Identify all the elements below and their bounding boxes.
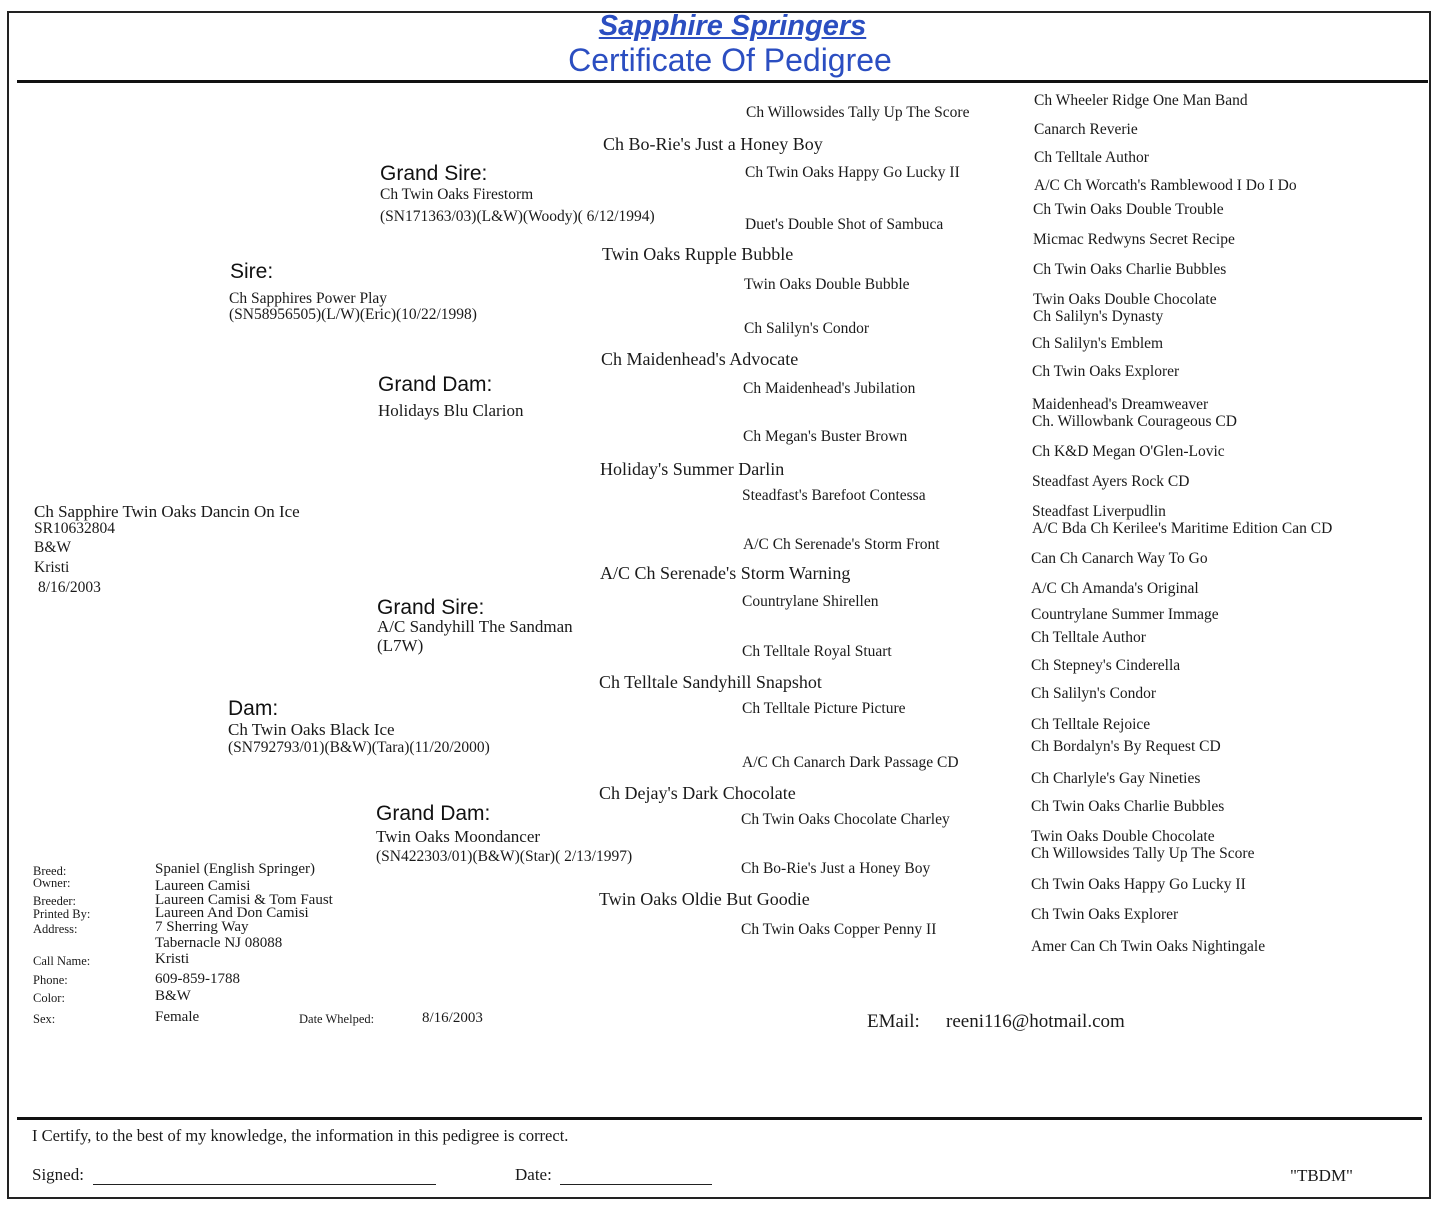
subject-dob: 8/16/2003 <box>38 579 101 596</box>
gen5-ancestor: Twin Oaks Double Chocolate <box>1033 291 1217 308</box>
gen5-ancestor: Ch Twin Oaks Happy Go Lucky II <box>1031 876 1246 893</box>
kennel-name: Sapphire Springers <box>598 10 867 42</box>
gen4-ancestor: Duet's Double Shot of Sambuca <box>745 216 944 233</box>
gen4-ancestor: Twin Oaks Double Bubble <box>744 276 910 293</box>
address-line1: 7 Sherring Way <box>155 919 249 935</box>
gen3-ancestor: Holiday's Summer Darlin <box>600 459 785 479</box>
gen5-ancestor: Ch. Willowbank Courageous CD <box>1032 413 1237 430</box>
dam-details: (SN792793/01)(B&W)(Tara)(11/20/2000) <box>228 739 490 756</box>
phone-value: 609-859-1788 <box>155 971 240 987</box>
sire-details: (SN58956505)(L/W)(Eric)(10/22/1998) <box>229 306 477 323</box>
footer-divider <box>17 1117 1422 1120</box>
sire-grand-sire-label: Grand Sire: <box>380 162 488 185</box>
gen4-ancestor: A/C Ch Serenade's Storm Front <box>743 536 940 553</box>
phone-label: Phone: <box>33 973 68 987</box>
gen4-ancestor: Steadfast's Barefoot Contessa <box>742 487 926 504</box>
gen5-ancestor: Ch Twin Oaks Charlie Bubbles <box>1033 261 1227 278</box>
gen5-ancestor: Ch Telltale Rejoice <box>1031 716 1151 733</box>
date-whelped-value: 8/16/2003 <box>422 1010 483 1026</box>
gen3-ancestor: Ch Bo-Rie's Just a Honey Boy <box>603 134 823 154</box>
dam-grand-sire-name: A/C Sandyhill The Sandman <box>377 617 573 636</box>
gen5-ancestor: A/C Ch Worcath's Ramblewood I Do I Do <box>1034 177 1297 194</box>
gen4-ancestor: Ch Megan's Buster Brown <box>743 428 908 445</box>
gen5-ancestor: Ch Bordalyn's By Request CD <box>1031 738 1221 755</box>
gen4-ancestor: Ch Twin Oaks Happy Go Lucky II <box>745 164 960 181</box>
gen5-ancestor: Amer Can Ch Twin Oaks Nightingale <box>1031 938 1266 955</box>
sire-grand-sire-name: Ch Twin Oaks Firestorm <box>380 186 534 203</box>
subject-call-name: Kristi <box>34 559 70 576</box>
email-value[interactable]: reeni116@hotmail.com <box>946 1011 1125 1032</box>
dam-grand-sire-details: (L7W) <box>377 636 424 655</box>
color-label: Color: <box>33 991 65 1005</box>
call-name-value: Kristi <box>155 951 190 967</box>
gen5-ancestor: Ch Twin Oaks Charlie Bubbles <box>1031 798 1225 815</box>
breeder-value: Laureen Camisi & Tom Faust <box>155 892 333 908</box>
owner-value: Laureen Camisi <box>155 878 251 894</box>
gen5-ancestor: A/C Ch Amanda's Original <box>1031 580 1199 597</box>
gen5-ancestor: Ch Salilyn's Dynasty <box>1033 308 1164 325</box>
gen5-ancestor: A/C Bda Ch Kerilee's Maritime Edition Can CD <box>1032 520 1333 537</box>
document-title: Certificate Of Pedigree <box>568 42 892 78</box>
breed-label: Breed: <box>33 864 67 878</box>
gen4-ancestor: Ch Maidenhead's Jubilation <box>743 380 916 397</box>
date-line <box>560 1184 712 1185</box>
gen4-ancestor: Ch Telltale Royal Stuart <box>742 643 892 660</box>
sex-value: Female <box>155 1009 200 1025</box>
owner-label: Owner: <box>33 876 71 890</box>
gen5-ancestor: Ch Twin Oaks Double Trouble <box>1033 201 1224 218</box>
gen3-ancestor: A/C Ch Serenade's Storm Warning <box>600 563 851 583</box>
gen5-ancestor: Ch Twin Oaks Explorer <box>1032 363 1180 380</box>
date-label: Date: <box>515 1165 552 1184</box>
address-line2: Tabernacle NJ 08088 <box>155 935 283 951</box>
signed-label: Signed: <box>32 1165 84 1184</box>
footer-code: "TBDM" <box>1290 1166 1353 1185</box>
sire-name: Ch Sapphires Power Play <box>229 290 388 307</box>
gen5-ancestor: Ch Telltale Author <box>1031 629 1146 646</box>
sire-grand-dam-name: Holidays Blu Clarion <box>378 401 524 420</box>
dam-grand-dam-label: Grand Dam: <box>376 802 491 825</box>
sire-label: Sire: <box>230 260 274 283</box>
gen3-ancestor: Twin Oaks Rupple Bubble <box>602 244 794 264</box>
sex-label: Sex: <box>33 1012 56 1026</box>
email-label: EMail: <box>867 1011 920 1032</box>
printed-by-label: Printed By: <box>33 907 91 921</box>
dam-grand-sire-label: Grand Sire: <box>377 596 485 619</box>
sire-grand-dam-label: Grand Dam: <box>378 373 493 396</box>
gen5-ancestor: Maidenhead's Dreamweaver <box>1032 396 1209 413</box>
gen5-ancestor: Ch Salilyn's Emblem <box>1032 335 1164 352</box>
breed-value: Spaniel (English Springer) <box>155 861 315 877</box>
certification-statement: I Certify, to the best of my knowledge, the information in this pedigree is correct. <box>32 1126 569 1145</box>
gen4-ancestor: A/C Ch Canarch Dark Passage CD <box>742 754 959 771</box>
dam-label: Dam: <box>228 697 279 720</box>
subject-name: Ch Sapphire Twin Oaks Dancin On Ice <box>34 502 300 521</box>
subject-registration: SR10632804 <box>34 520 115 537</box>
signature-line <box>93 1184 436 1185</box>
gen5-ancestor: Steadfast Ayers Rock CD <box>1032 473 1190 490</box>
breeder-label: Breeder: <box>33 894 77 908</box>
gen5-ancestor: Twin Oaks Double Chocolate <box>1031 828 1215 845</box>
gen3-ancestor: Ch Maidenhead's Advocate <box>601 349 799 369</box>
gen5-ancestor: Ch Wheeler Ridge One Man Band <box>1034 92 1248 109</box>
gen3-ancestor: Ch Dejay's Dark Chocolate <box>599 783 796 803</box>
printed-by-value: Laureen And Don Camisi <box>155 905 309 921</box>
gen5-ancestor: Ch Salilyn's Condor <box>1031 685 1157 702</box>
header-divider <box>17 80 1428 83</box>
dam-grand-dam-details: (SN422303/01)(B&W)(Star)( 2/13/1997) <box>376 848 633 865</box>
gen4-ancestor: Countrylane Shirellen <box>742 593 879 610</box>
gen3-ancestor: Twin Oaks Oldie But Goodie <box>599 889 810 909</box>
sire-grand-sire-details: (SN171363/03)(L&W)(Woody)( 6/12/1994) <box>380 208 655 225</box>
gen4-ancestor: Ch Bo-Rie's Just a Honey Boy <box>741 860 931 877</box>
gen4-ancestor: Ch Telltale Picture Picture <box>742 700 906 717</box>
gen5-ancestor: Canarch Reverie <box>1034 121 1138 138</box>
gen5-ancestor: Ch Charlyle's Gay Nineties <box>1031 770 1201 787</box>
gen5-ancestor: Countrylane Summer Immage <box>1031 606 1219 623</box>
dam-name: Ch Twin Oaks Black Ice <box>228 720 395 739</box>
subject-color: B&W <box>34 539 72 556</box>
gen5-ancestor: Micmac Redwyns Secret Recipe <box>1033 231 1235 248</box>
gen5-ancestor: Steadfast Liverpudlin <box>1032 503 1166 520</box>
gen4-ancestor: Ch Salilyn's Condor <box>744 320 870 337</box>
address-label: Address: <box>33 922 78 936</box>
gen4-ancestor: Ch Twin Oaks Copper Penny II <box>741 921 937 938</box>
dam-grand-dam-name: Twin Oaks Moondancer <box>376 827 541 846</box>
gen5-ancestor: Ch Stepney's Cinderella <box>1031 657 1181 674</box>
gen5-ancestor: Ch Willowsides Tally Up The Score <box>1031 845 1255 862</box>
gen5-ancestor: Can Ch Canarch Way To Go <box>1031 550 1208 567</box>
gen5-ancestor: Ch Twin Oaks Explorer <box>1031 906 1179 923</box>
color-value: B&W <box>155 988 191 1004</box>
date-whelped-label: Date Whelped: <box>299 1012 375 1026</box>
gen4-ancestor: Ch Twin Oaks Chocolate Charley <box>741 811 950 828</box>
gen5-ancestor: Ch Telltale Author <box>1034 149 1149 166</box>
gen4-ancestor: Ch Willowsides Tally Up The Score <box>746 104 970 121</box>
call-name-label: Call Name: <box>33 954 91 968</box>
gen5-ancestor: Ch K&D Megan O'Glen-Lovic <box>1032 443 1225 460</box>
gen3-ancestor: Ch Telltale Sandyhill Snapshot <box>599 672 822 692</box>
